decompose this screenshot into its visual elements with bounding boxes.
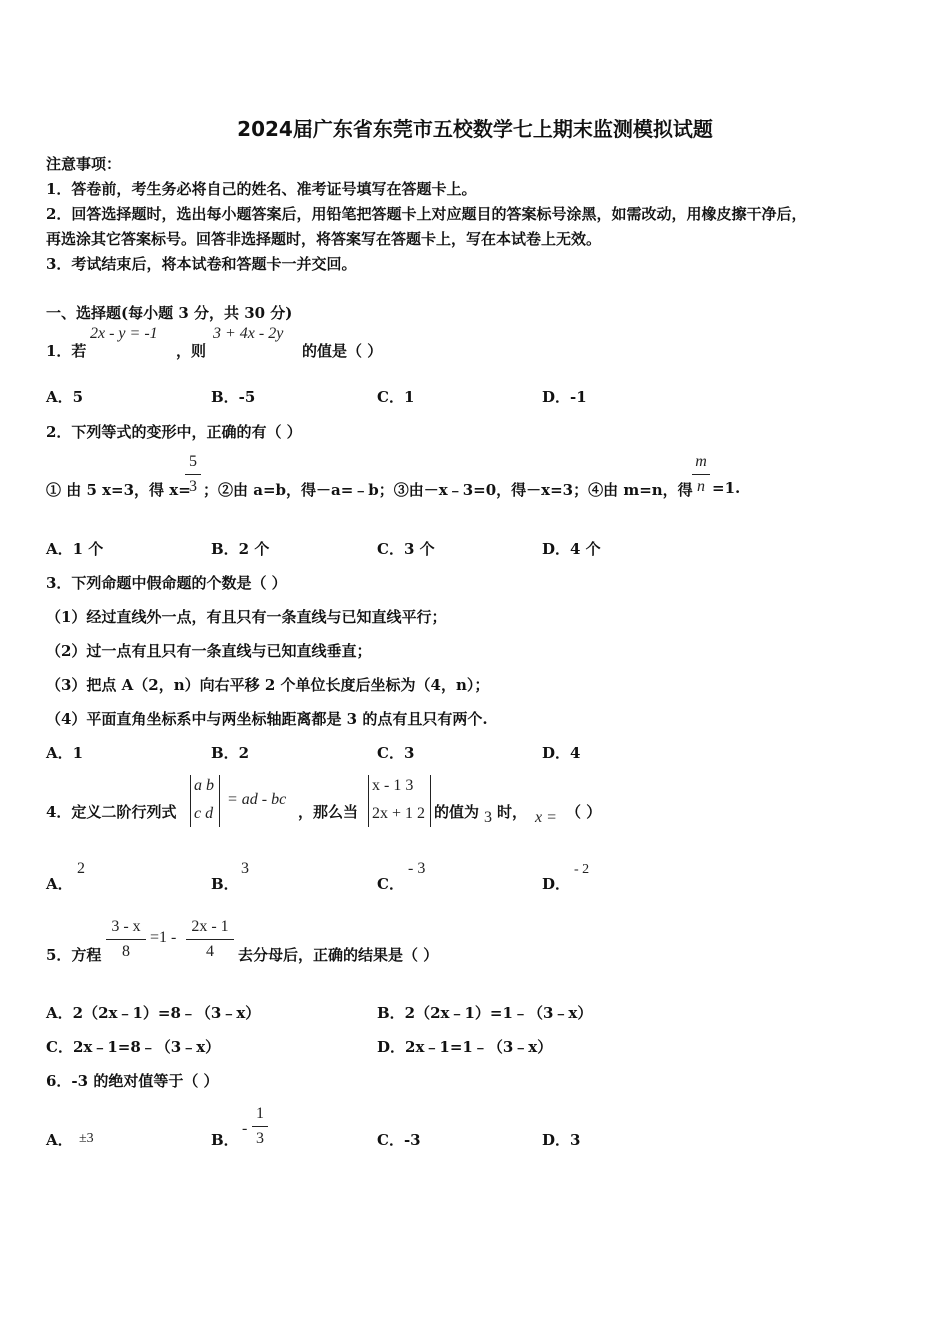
page-title: 2024届广东省东莞市五校数学七上期末监测模拟试题 — [237, 117, 713, 141]
fraction-denominator: 3 — [189, 478, 197, 495]
fraction-denominator: n — [697, 478, 705, 495]
q5-prefix: 5．方程 — [46, 946, 102, 964]
q3-option-b[interactable]: B．2 — [211, 744, 250, 762]
q4-option-a[interactable]: A． — [46, 875, 73, 893]
q6-option-d[interactable]: D．3 — [542, 1131, 581, 1149]
q2-part3: =1. — [712, 479, 741, 497]
q5-option-d[interactable]: D．2x﹣1=1﹣（3﹣x） — [377, 1038, 553, 1056]
q2-fraction-m-n — [692, 452, 710, 497]
q2-option-d[interactable]: D．4 个 — [542, 540, 601, 558]
q4-matrix2-row2: 2x + 1 2 — [372, 805, 426, 822]
q4-x-equals: x = — [535, 809, 557, 826]
q5-option-c[interactable]: C．2x﹣1=8﹣（3﹣x） — [46, 1038, 221, 1056]
q3-option-d[interactable]: D．4 — [542, 744, 581, 762]
fraction-numerator: 2x - 1 — [191, 918, 229, 935]
fraction-denominator: 8 — [122, 943, 130, 960]
q4-option-c[interactable]: C． — [377, 875, 404, 893]
q1-mid: ，则 — [176, 342, 207, 360]
q3-option-c[interactable]: C．3 — [377, 744, 415, 762]
fraction-denominator: 3 — [256, 1130, 264, 1147]
q4-definition: = ad - bc — [227, 791, 287, 808]
fraction-bar — [252, 1126, 268, 1127]
fraction-denominator: 4 — [206, 943, 214, 960]
q4-suffix: （ ） — [566, 803, 602, 821]
q4-option-a-value: 2 — [77, 860, 85, 877]
q3-option-a[interactable]: A．1 — [46, 744, 84, 762]
q6-option-b[interactable]: B． — [211, 1131, 239, 1149]
q6-option-a[interactable]: A． — [46, 1131, 73, 1149]
q1-suffix: 的值是（ ） — [302, 342, 383, 360]
q4-matrix1-row2: c d — [194, 805, 214, 822]
q4-prefix: 4．定义二阶行列式 — [46, 803, 177, 821]
q6-option-c[interactable]: C．-3 — [377, 1131, 421, 1149]
q1-expression: 3 + 4x - 2y — [213, 325, 284, 342]
q1-prefix: 1．若 — [46, 342, 87, 360]
q1-option-c[interactable]: C．1 — [377, 388, 415, 406]
q5-suffix: 去分母后，正确的结果是（ ） — [238, 946, 439, 964]
determinant-bar-right — [430, 775, 431, 827]
q5-fraction-right — [186, 917, 234, 962]
fraction-numerator: 5 — [189, 453, 197, 470]
q4-option-b[interactable]: B． — [211, 875, 239, 893]
q2-option-a[interactable]: A．1 个 — [46, 540, 104, 558]
determinant-bar-right — [219, 775, 220, 827]
q1-option-a[interactable]: A．5 — [46, 388, 84, 406]
q3-item: （2）过一点有且只有一条直线与已知直线垂直； — [46, 642, 372, 660]
q6-option-b-fraction — [252, 1104, 268, 1149]
determinant-bar-left — [368, 775, 369, 827]
q2-part2: ；②由 a=b，得－a=﹣b；③由－x﹣3=0，得－x=3；④由 m=n，得 — [203, 481, 693, 499]
section-heading: 一、选择题(每小题 3 分，共 30 分) — [46, 304, 293, 322]
q2-fraction-5-3 — [185, 452, 201, 497]
fraction-numerator: 3 - x — [111, 918, 141, 935]
q5-equals: =1 - — [150, 929, 177, 946]
q2-stem: 2．下列等式的变形中，正确的有（ ） — [46, 423, 302, 441]
q3-item: （1）经过直线外一点，有且只有一条直线与已知直线平行； — [46, 608, 447, 626]
q3-item: （3）把点 A（2，n）向右平移 2 个单位长度后坐标为（4，n）； — [46, 676, 490, 694]
q2-option-c[interactable]: C．3 个 — [377, 540, 435, 558]
q6-option-a-value: ±3 — [79, 1131, 94, 1146]
fraction-bar — [106, 939, 146, 940]
q4-option-b-value: 3 — [241, 860, 249, 877]
q4-option-c-value: - 3 — [408, 860, 426, 877]
q3-item: （4）平面直角坐标系中与两坐标轴距离都是 3 的点有且只有两个. — [46, 710, 488, 728]
q4-matrix2-row1: x - 1 3 — [372, 777, 414, 794]
q3-stem: 3．下列命题中假命题的个数是（ ） — [46, 574, 287, 592]
q4-option-d-value: - 2 — [574, 862, 590, 877]
q5-option-b[interactable]: B．2（2x﹣1）=1﹣（3﹣x） — [377, 1004, 593, 1022]
q4-mid: ，那么当 — [298, 803, 359, 821]
q6-option-b-sign: - — [242, 1120, 248, 1137]
q1-option-b[interactable]: B．-5 — [211, 388, 256, 406]
q5-option-a[interactable]: A．2（2x﹣1）=8﹣（3﹣x） — [46, 1004, 261, 1022]
notice-item: 1．答卷前，考生务必将自己的姓名、准考证号填写在答题卡上。 — [46, 180, 477, 198]
determinant-bar-left — [190, 775, 191, 827]
fraction-bar — [186, 939, 234, 940]
notice-item: 再选涂其它答案标号。回答非选择题时，将答案写在答题卡上，写在本试卷上无效。 — [46, 230, 602, 248]
q2-part1: ① 由 5 x=3，得 x= — [46, 481, 191, 499]
fraction-bar — [692, 474, 710, 475]
q4-mid3: 时， — [497, 803, 528, 821]
fraction-numerator: m — [695, 453, 707, 470]
q1-condition: 2x - y = -1 — [90, 325, 158, 342]
fraction-numerator: 1 — [256, 1105, 264, 1122]
notice-heading: 注意事项： — [46, 155, 122, 173]
notice-item: 3．考试结束后，将本试卷和答题卡一并交回。 — [46, 255, 357, 273]
q6-stem: 6．-3 的绝对值等于（ ） — [46, 1072, 219, 1090]
q5-fraction-left — [106, 917, 146, 962]
q4-option-d[interactable]: D． — [542, 875, 571, 893]
q2-option-b[interactable]: B．2 个 — [211, 540, 270, 558]
q1-option-d[interactable]: D．-1 — [542, 388, 587, 406]
q4-mid2: 的值为 — [434, 803, 480, 821]
q4-matrix1-row1: a b — [194, 777, 214, 794]
q4-value: 3 — [484, 809, 492, 826]
fraction-bar — [185, 474, 201, 475]
notice-item: 2．回答选择题时，选出每小题答案后，用铅笔把答题卡上对应题目的答案标号涂黑，如需改动，用橡皮擦干净后， — [46, 205, 807, 223]
